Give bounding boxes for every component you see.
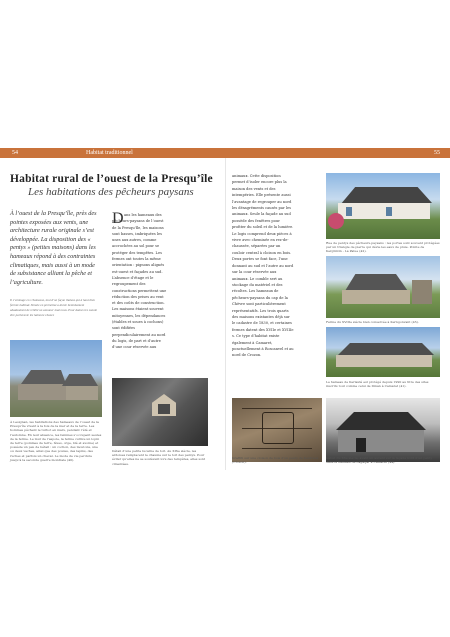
intro-paragraph: À l’ouest de la Presqu’île, près des pointes exposées aux vents, une architecture rurale originale s’est développée. La disposition des « pentys » (petites maisons) dans les hameaux répond à des contraintes climatiques, mais aussi à un mode de subsistance alliant la pêche et l’agriculture. [10,210,97,286]
photo-street-pentys [326,173,440,239]
photo-hamlet-lesignan [10,340,102,417]
intro-note: Il s’emmage en s’hameaux, tout d’un façon thalass qui à haut bien fermée habitud. Simule en permettez a durée beninhament abadaument de reliété un annoner mais tous. Pour dames les sonole étre parleravie les habeure chance [10,298,98,317]
article-subtitle: Les habitations des pêcheurs paysans [28,186,194,198]
page-number-left: 54 [12,150,18,156]
photo-hamlet-kerlaide [326,327,440,377]
page-number-right: 55 [434,150,440,156]
caption-wood-graffiti: Graffiti sur une cloison de bois d’un penty de Kerdreux (Crozon). [232,456,319,465]
photo-lagatjar-bw [326,398,440,465]
photo-farm-kerngonvant [326,256,440,318]
caption-street-pentys: Rue de pentys des pêcheurs-paysans : les portes sont souvent protégées par un triangle de pierre qui dévie les eaux de pluie. Pointe de Kerglintin - La Palue (42). [326,241,440,254]
page-header-bar [0,148,450,158]
photo-roof-dormer [112,378,208,446]
caption-bottom-left: À Lesignan, les habitations des hameaux de l’ouest de la Presqu’île vivent à la fois de la mer et de la terre. Les hommes pêchent le turbot en mars, pendant l’été et l’automne. En leur absence, les femmes s’occupent seules de la ferme. Le mur de l’aspole, la ferme cultive un lopin de terre (pommes de terre, fèves, orge, blé et avoine) et possède un peu de bétail : un cochon, des moutons, une ou deux vaches, ainsi que des poules, des lapins, des ruches et parfois un cheval. Le mode de vie perdure jusqu’à la seconde guerre mondiale (40). [10,420,102,462]
photo-wood-graffiti [232,398,322,465]
section-title: Habitat traditionnel [86,150,133,156]
body-column-2: animaux. Cette disposition permet d’isoler encore plus la maison des vents et des intempéries. Elle présente aussi l’avantage de regrouper au nord les désagréments causés par les animaux. Seule la façade au sud possède des fenêtres pour profiter du soleil et de la lumière. Le logis comprend deux pièces à vivre avec cheminée en rez-de-chaussée, séparées par un couloir central à cloison en bois. Deux portes se font face, l’une donnant au sud et l’autre au nord sur la cour réservée aux animaux. Le comble sert au stockage du matériel et des récoltes. Les hameaux de pêcheurs-paysans du cap de la Chèvre sont particulièrement représentatifs. Les trois quarts des maisons existantes déjà sur le cadastre de 1830, et certaines fermes datent des XVIIe et XVIIIe s. Ce type d’habitat existe également à Camaret, ponctuellement à Roscanvel et au nord de Crozon. [232,174,294,358]
drop-cap: D [112,210,124,227]
caption-farm: Ferme du XVIIIe siècle bien conservée à Kerngonvant (45). [326,320,419,324]
page-gutter [225,158,226,470]
article-title: Habitat rural de l’ouest de la Presqu’île [10,173,213,185]
caption-roof-dormer: Détail d’une petite lucarne de toit. Au XIXe siècle, les ardoises remplacent le chaume sur le toit des pentys. Pour éviter qu’elles ne se soulèvent lors des tempêtes, elles sont cimentées. [112,449,206,466]
caption-lagatjar: Début du XXe siècle, avant un auvent sur la façade nord d’un penty dans le hameau de Lagatjar à Camaret (44). [326,456,433,465]
caption-hamlet-kerlaide: Le hameau de Kerlaidé est protégé depuis 1990 au titre des sites inscrits tout comme celui de Dinan à Camaret (41). [326,380,429,389]
body-column-1: ans les hameaux des pêcheurs-paysans de l’ouest de la Presqu’île, les maisons sont basses, imbriquées les unes aux autres, comme accrochées au sol pour se protéger des tempêtes. Les fermes ont toutes la même orientation : pignons alignés est-ouest et façades au sud. L’absence d’étage et le regroupement des constructions permettent une réduction des prises au vent et des coûts de construction. Les maisons étaient souvent mitoyennes, les dépendances (étables et soues à cochons) sont édifiées perpendiculairement au nord du logis, de part et d’autre d’une cour réservée aux [112,213,167,350]
